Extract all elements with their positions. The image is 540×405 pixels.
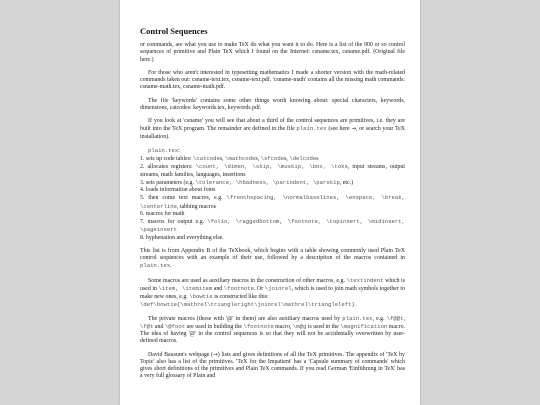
text-run: s, (255, 156, 261, 162)
inline-code: \joinrel (264, 284, 292, 292)
text-run: , (403, 315, 405, 322)
text-run: s, (284, 156, 290, 162)
inline-code: \f@@t (386, 314, 404, 322)
text-run: 6. macros for math (140, 210, 185, 217)
text-run: or commands, are what you use to make TeX do what you want it to do. Here is a list of the 900 or so control sequences of primitive and Plain TeX which I found on the Internet: csname.tex, csname.pdf. (Original file here.) (140, 42, 405, 63)
text-run: David Bausum's webpage ( (148, 351, 214, 358)
text-run: : (178, 147, 180, 154)
inline-code: \item, \itemitem (158, 284, 213, 292)
inline-code: \sfcode (260, 155, 285, 162)
inline-code: \delcode (289, 155, 317, 162)
inline-code: plain.tex (342, 314, 373, 322)
inline-code: \count, \dimen, \skip, \muskip, \box, \toks (195, 163, 348, 171)
paragraph-keywords (140, 98, 405, 113)
text-run: and (153, 323, 165, 330)
inline-code: \footnote (243, 322, 274, 330)
text-run: , input streams, output streams, math families, languages, insertions (140, 164, 405, 178)
text-run: ) lists and gives definitions of all the TeX primitives. The appendix of 'TeX by Topic' also has a list of the primitives. 'TeX for the Impatient' has a 'Capsule summary of commands' which gives short definitions of the primitives and Plain TeX commands. If you read German 'Einführung in TeX' has a very full glossary of Plain and (140, 351, 405, 380)
text-run: This list is from Appendix B of the TeXbook, which begins with a table showing commonly used Plain TeX control sequences with an example of their use, followed by a description of the macros contained in (140, 247, 405, 261)
text-run: 1. sets up code tables: (140, 156, 194, 162)
text-run: , e.g. (372, 315, 387, 322)
text-run: The private macros (those with '@' in them) are also auxiliary macros used by (148, 315, 343, 322)
inline-code: \catcode (193, 155, 220, 162)
text-run: (see here (326, 126, 352, 133)
list-item (140, 218, 405, 235)
text-run: 3. sets parameters (e.g. (140, 179, 196, 186)
text-run: macro. The idea of having '@' in the control sequences is so that they will not be accidentally overwritten by user-defined macros. (140, 323, 405, 345)
text-run: are used in building the (185, 323, 244, 330)
text-run: If you look at 'csname' you will see that about a third of the control sequences are primitives, i.e. they are built into the TeX program. The remainder are defined in the file (140, 118, 405, 133)
inline-code: \textindent (346, 276, 384, 284)
text-run: and (212, 285, 224, 292)
inline-code: \@foot (164, 322, 186, 330)
paragraph-intro (140, 42, 405, 64)
text-run: which is used in (140, 277, 405, 292)
text-run: is used in the (306, 323, 341, 330)
list-item (140, 163, 405, 179)
text-run: macro, (273, 323, 293, 330)
paragraph-shorter-version (140, 70, 405, 92)
list-heading (140, 147, 405, 155)
arrow-link-icon[interactable]: → (351, 126, 356, 133)
inline-code: plain.tex (148, 146, 179, 154)
inline-code: plain.tex (296, 125, 327, 133)
text-run: 2. allocates registers: (140, 164, 196, 171)
text-run: s, (219, 156, 226, 162)
text-run: 7. macros for output e.g. (140, 219, 208, 225)
page-title: Control Sequences (140, 26, 208, 36)
inline-code: \footnote (223, 284, 254, 292)
list-item (140, 235, 405, 242)
text-run: 5. then come text macros, e.g. (140, 195, 227, 202)
text-run: For those who aren't interested in typesetting mathematics I made a shorter version with the math-related commands taken out: csname-text.tex, csname-text.pdf. 'csname-math' contains all the missing math commands: csname-math.tex, csname-math.pdf. (140, 69, 406, 91)
text-run: is constructed like this: (212, 294, 269, 300)
paragraph-appendix-b (140, 248, 405, 271)
list-item (140, 155, 405, 163)
list-item (140, 211, 405, 218)
plain-tex-contents-list (140, 147, 405, 242)
document-page (120, 0, 420, 405)
paragraph-bausum (140, 352, 405, 381)
list-item (140, 187, 405, 194)
inline-code: \f@t (140, 322, 154, 330)
inline-code: \tolerance, \hbadness, \parindent, \parskip (195, 178, 340, 186)
text-run: , or search your TeX installation). (140, 126, 405, 140)
document-content (140, 26, 405, 387)
text-run: . (170, 263, 172, 270)
code-bowtie-definition: \def\bowtie{\mathrel\triangleright\joinrel\mathrel\triangleleft}. (140, 301, 359, 309)
text-run: , tabbing macros (176, 203, 217, 210)
inline-code: \bowtie (189, 293, 213, 300)
inline-code: \folio, \raggedbottom, \footnote, \topinsert, \midinsert, \pageinsert (140, 218, 405, 234)
inline-code: \magnification (340, 322, 388, 330)
text-run: 4. loads information about fonts (140, 187, 216, 193)
paragraph-primitives (140, 118, 405, 141)
inline-code: plain.tex (140, 262, 171, 270)
list-item (140, 179, 405, 187)
text-run: . Or (253, 285, 265, 292)
text-run: 8. hyphenation and everything else. (140, 234, 224, 241)
list-item (140, 194, 405, 211)
inline-code: \mathcode (225, 155, 256, 162)
text-run: , which is used to join math symbols together to make new ones, e.g. (140, 285, 405, 300)
text-run: , etc.) (339, 179, 354, 186)
arrow-link-icon[interactable]: → (213, 351, 218, 358)
text-run: The file 'keywords' contains some other things worth knowing about: special characters, keywords, dimensions, catcodes: keywords.tex, keywords.pdf. (140, 97, 405, 111)
inline-code: \frenchspacing, \normalbaselines, \enspace, \break, \centerline (140, 194, 405, 210)
inline-code: \m@g (292, 322, 307, 330)
text-run: s (316, 156, 319, 162)
paragraph-auxiliary-macros (140, 277, 405, 302)
text-run: Some macros are used as auxiliary macros in the construction of other macros, e.g. (148, 277, 347, 284)
paragraph-private-macros (140, 315, 405, 346)
